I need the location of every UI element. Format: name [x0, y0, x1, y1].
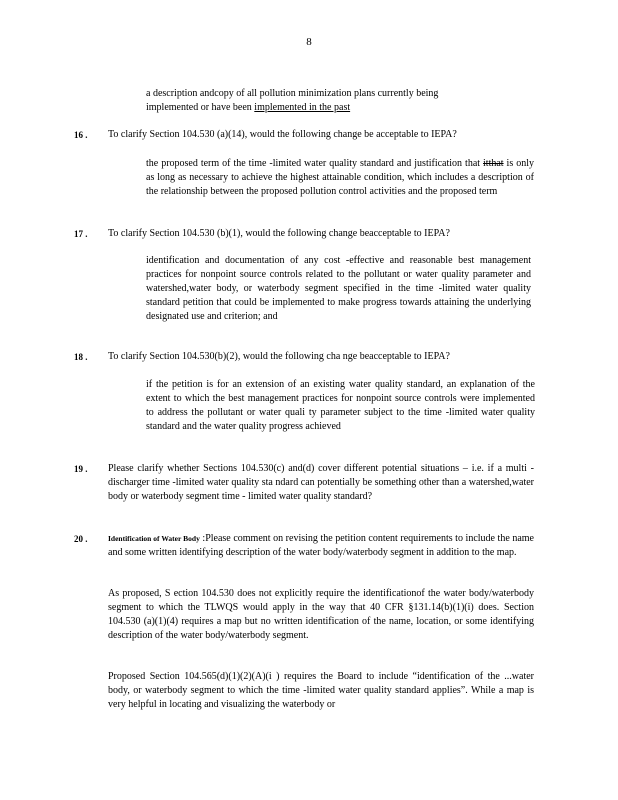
item-18-proposed-text: if the petition is for an extension of an existing water quality standard, an explanation of the extent to which the best management practices for nonpoint source controls were implemented to address the pollutant or water quali ty parameter subject to the time -limited water quality standard and the water quality progress achieved	[146, 379, 535, 432]
intro-line-2	[146, 101, 496, 115]
item-20-heading: Identification of Water Body	[108, 534, 200, 543]
intro-line-2-underlined: implemented in the past	[254, 102, 351, 113]
intro-line-1: a description andcopy of all pollution minimization plans currently being	[146, 88, 439, 99]
item-20-question	[108, 532, 534, 560]
item-20-question-text: :Please comment on revising the petition content requirements to include the name and some written identifying description of the water body/waterbody segment in addition to the map.	[108, 533, 534, 558]
item-17-number: 17 .	[74, 229, 88, 239]
item-17-question: To clarify Section 104.530 (b)(1), would the following change beacceptable to IEPA?	[108, 228, 450, 239]
item-19-number: 19 .	[74, 464, 88, 474]
item-20-paragraph-3: Proposed Section 104.565(d)(1)(2)(A)(i ) requires the Board to include “identification of the ...water body, or waterbody segment to which the time -limited water quality standard applies”. While a map is very helpful in locating and visualizing the waterbody or	[108, 671, 534, 710]
page-number: 8	[306, 36, 312, 48]
item-16-text-a: the proposed term of the time -limited water quality standard and justification that	[146, 158, 481, 169]
item-16-number: 16 .	[74, 130, 88, 140]
item-16-text-b: is only as long as necessary to achieve the highest attainable condition, which includes a description of the relationship between the proposed pollution control activities and the proposed term	[146, 158, 534, 197]
item-16-question: To clarify Section 104.530 (a)(14), would the following change be acceptable to IEPA?	[108, 129, 457, 140]
intro-line-2-text: implemented or have been	[146, 102, 255, 113]
intro-paragraph	[146, 87, 496, 115]
item-20-paragraph-2: As proposed, S ection 104.530 does not explicitly require the identificationof the water body/waterbody segment to which the TLWQS would apply in the way that 40 CFR §131.14(b)(1)(i) does. Section 104.530 (a)(1)(4) requires a map but no written identification of the name, location, or some identifying description of the water body/waterbody segment.	[108, 588, 534, 641]
item-17-proposed-text: identification and documentation of any cost -effective and reasonable best management practices for nonpoint source controls related to the pollutant or water quality parameter and watershed,water body, or waterbody segment specified in the time -limited water quality standard petition that could be implemented to make progress towards attaining the underlying designated use and criterion; and	[146, 255, 531, 322]
item-19-question: Please clarify whether Sections 104.530(c) and(d) cover different potential situations – i.e. if a multi -discharger time -limited water quality sta ndard can potentially be something other than a watershed,water body or waterbody segment time - limited water quality standard?	[108, 463, 534, 502]
item-16-proposed-text	[146, 157, 534, 199]
item-18-number: 18 .	[74, 352, 88, 362]
item-16-struck-text: itthat	[483, 158, 504, 169]
item-18-question: To clarify Section 104.530(b)(2), would the following cha nge beacceptable to IEPA?	[108, 351, 450, 362]
item-20-number: 20 .	[74, 534, 88, 544]
